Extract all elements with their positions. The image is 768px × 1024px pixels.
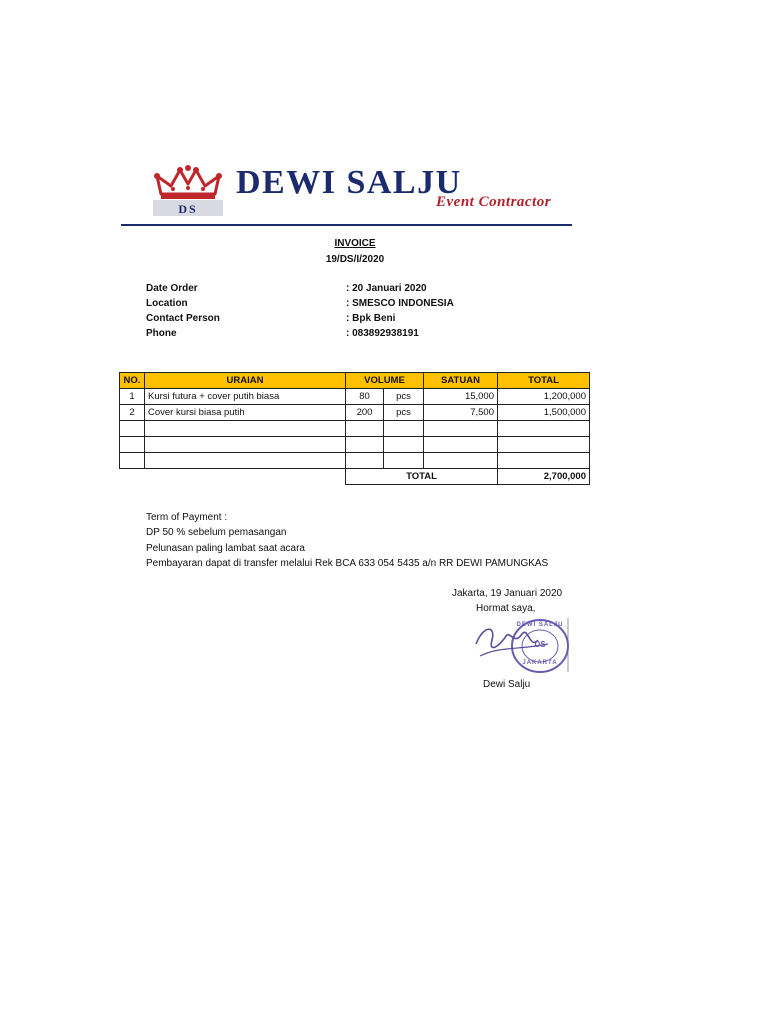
info-value: : 20 Januari 2020 bbox=[346, 283, 427, 294]
info-label: Location bbox=[146, 298, 188, 309]
table-row bbox=[120, 437, 590, 453]
cell-price bbox=[424, 437, 498, 453]
company-logo bbox=[153, 164, 223, 216]
col-header-total: TOTAL bbox=[498, 373, 590, 389]
cell-uraian bbox=[145, 437, 346, 453]
cell-price: 15,000 bbox=[424, 389, 498, 405]
cell-qty: 200 bbox=[346, 405, 384, 421]
info-value: : 083892938191 bbox=[346, 328, 419, 339]
cell-qty bbox=[346, 437, 384, 453]
cell-qty: 80 bbox=[346, 389, 384, 405]
cell-no bbox=[120, 437, 145, 453]
cell-qty bbox=[346, 421, 384, 437]
info-label: Date Order bbox=[146, 283, 198, 294]
logo-initials: DS bbox=[178, 202, 198, 216]
cell-price bbox=[424, 421, 498, 437]
cell-unit bbox=[384, 437, 424, 453]
cell-uraian: Kursi futura + cover putih biasa bbox=[145, 389, 346, 405]
info-label: Contact Person bbox=[146, 313, 220, 324]
table-row bbox=[120, 453, 590, 469]
items-table bbox=[119, 372, 590, 485]
invoice-title: INVOICE bbox=[334, 238, 376, 249]
table-row bbox=[120, 389, 590, 405]
company-stamp bbox=[470, 616, 572, 674]
table-header-row bbox=[120, 373, 590, 389]
total-value: 2,700,000 bbox=[498, 469, 590, 485]
stamp-text-top: DEWI SALJU bbox=[516, 622, 564, 628]
brand-tagline: Event Contractor bbox=[436, 194, 552, 210]
table-total-row bbox=[120, 469, 590, 485]
stamp-text-bottom: JAKARTA bbox=[522, 660, 558, 666]
cell-uraian: Cover kursi biasa putih bbox=[145, 405, 346, 421]
cell-total bbox=[498, 437, 590, 453]
cell-no: 1 bbox=[120, 389, 145, 405]
stamp-initials: DS bbox=[534, 640, 546, 649]
col-header-no: NO. bbox=[120, 373, 145, 389]
payment-term-line: DP 50 % sebelum pemasangan bbox=[146, 527, 287, 538]
col-header-volume: VOLUME bbox=[346, 373, 424, 389]
invoice-number: 19/DS/I/2020 bbox=[325, 254, 385, 265]
payment-term-line: Pembayaran dapat di transfer melalui Rek BCA 633 054 5435 a/n RR DEWI PAMUNGKAS bbox=[146, 558, 549, 569]
payment-term-line: Pelunasan paling lambat saat acara bbox=[146, 543, 305, 554]
payment-terms-heading: Term of Payment : bbox=[146, 512, 228, 523]
signatory-name: Dewi Salju bbox=[483, 679, 531, 690]
info-label: Phone bbox=[146, 328, 177, 339]
cell-price: 7,500 bbox=[424, 405, 498, 421]
table-row bbox=[120, 421, 590, 437]
col-header-satuan: SATUAN bbox=[424, 373, 498, 389]
info-value: : Bpk Beni bbox=[346, 313, 396, 324]
info-value: : SMESCO INDONESIA bbox=[346, 298, 454, 309]
cell-unit bbox=[384, 453, 424, 469]
cell-unit bbox=[384, 421, 424, 437]
brand-name: DEWI SALJU bbox=[236, 164, 462, 201]
cell-no: 2 bbox=[120, 405, 145, 421]
cell-qty bbox=[346, 453, 384, 469]
cell-unit: pcs bbox=[384, 389, 424, 405]
cell-price bbox=[424, 453, 498, 469]
cell-total: 1,200,000 bbox=[498, 389, 590, 405]
cell-unit: pcs bbox=[384, 405, 424, 421]
total-label: TOTAL bbox=[346, 469, 498, 485]
table-row bbox=[120, 405, 590, 421]
cell-uraian bbox=[145, 453, 346, 469]
cell-no bbox=[120, 453, 145, 469]
header-divider bbox=[121, 224, 572, 226]
cell-no bbox=[120, 421, 145, 437]
place-date: Jakarta, 19 Januari 2020 bbox=[452, 588, 563, 599]
cell-total: 1,500,000 bbox=[498, 405, 590, 421]
cell-total bbox=[498, 453, 590, 469]
col-header-uraian: URAIAN bbox=[145, 373, 346, 389]
cell-total bbox=[498, 421, 590, 437]
cell-uraian bbox=[145, 421, 346, 437]
closing-text: Hormat saya, bbox=[476, 603, 536, 614]
